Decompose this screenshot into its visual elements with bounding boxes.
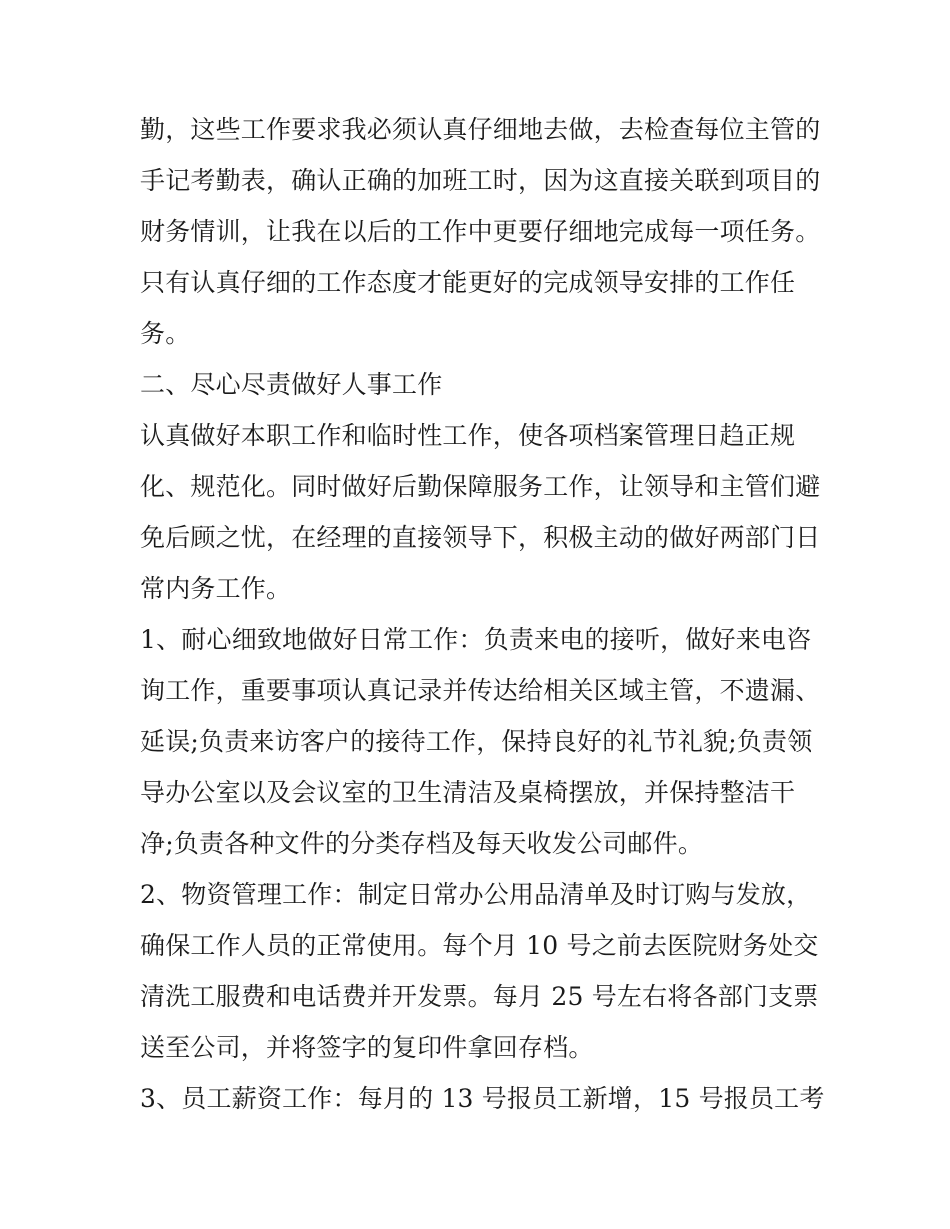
text-line: 2、物资管理工作：制定日常办公用品清单及时订购与发放， [140,880,812,909]
text-line: 常内务工作。 [140,574,292,603]
section-heading [140,359,820,410]
text-line: 免后顾之忧，在经理的直接领导下，积极主动的做好两部门日 [140,523,821,552]
text-line: 导办公室以及会议室的卫生清洁及桌椅摆放，并保持整洁干 [140,778,796,807]
paragraph-hr-work [140,410,820,614]
text-line: 1、耐心细致地做好日常工作：负责来电的接听，做好来电咨 [140,625,812,654]
text-line: 3、员工薪资工作：每月的 13 号报员工新增，15 号报员工考 [140,1084,825,1113]
paragraph-payroll [140,1073,825,1124]
text-line: 延误;负责来访客户的接待工作，保持良好的礼节礼貌;负责领 [140,727,813,756]
document-body [140,104,825,1124]
text-line: 只有认真仔细的工作态度才能更好的完成领导安排的工作任 [140,268,796,297]
text-line: 手记考勤表，确认正确的加班工时，因为这直接关联到项目的 [140,166,821,195]
paragraph-attendance-check [140,104,820,359]
text-line: 务。 [140,319,191,348]
paragraph-daily-work [140,614,820,869]
paragraph-supplies-management [140,869,820,1073]
text-line: 化、规范化。同时做好后勤保障服务工作，让领导和主管们避 [140,472,821,501]
text-line: 询工作，重要事项认真记录并传达给相关区域主管，不遗漏、 [140,676,821,705]
heading-line: 二、尽心尽责做好人事工作 [140,370,443,399]
text-line: 勤，这些工作要求我必须认真仔细地去做，去检查每位主管的 [140,115,821,144]
text-line: 认真做好本职工作和临时性工作，使各项档案管理日趋正规 [140,421,796,450]
text-line: 财务情训，让我在以后的工作中更要仔细地完成每一项任务。 [140,217,821,246]
text-line: 清洗工服费和电话费并开发票。每月 25 号左右将各部门支票 [140,982,819,1011]
text-line: 送至公司，并将签字的复印件拿回存档。 [140,1033,594,1062]
text-line: 净;负责各种文件的分类存档及每天收发公司邮件。 [140,829,704,858]
text-line: 确保工作人员的正常使用。每个月 10 号之前去医院财务处交 [140,931,819,960]
